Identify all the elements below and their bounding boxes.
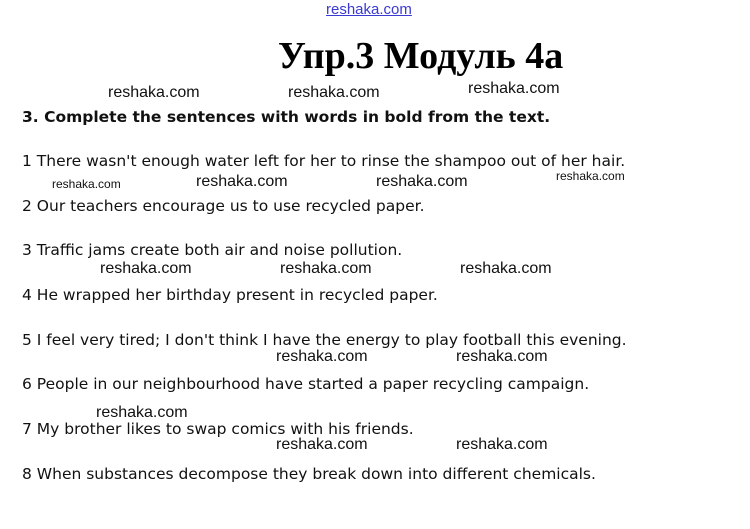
watermark-text: reshaka.com bbox=[456, 436, 548, 453]
watermark-text: reshaka.com bbox=[468, 80, 560, 97]
sentence-6: 6 People in our neighbourhood have started a paper recycling campaign. bbox=[22, 375, 590, 393]
sentence-2: 2 Our teachers encourage us to use recycled paper. bbox=[22, 197, 425, 215]
sentence-3: 3 Traffic jams create both air and noise pollution. bbox=[22, 241, 403, 259]
watermark-text: reshaka.com bbox=[376, 173, 468, 190]
watermark-text: reshaka.com bbox=[456, 348, 548, 365]
watermark-text: reshaka.com bbox=[100, 260, 192, 277]
watermark-text: reshaka.com bbox=[460, 260, 552, 277]
watermark-text: reshaka.com bbox=[276, 348, 368, 365]
watermark-text: reshaka.com bbox=[108, 84, 200, 101]
watermark-text: reshaka.com bbox=[556, 169, 625, 183]
watermark-text: reshaka.com bbox=[196, 173, 288, 190]
watermark-text: reshaka.com bbox=[276, 436, 368, 453]
watermark-text: reshaka.com bbox=[96, 404, 188, 421]
sentence-7: 7 My brother likes to swap comics with his friends. bbox=[22, 420, 414, 438]
page-title: Упр.3 Модуль 4а bbox=[278, 35, 564, 77]
site-link[interactable]: reshaka.com bbox=[326, 1, 412, 18]
watermark-text: reshaka.com bbox=[288, 84, 380, 101]
sentence-8: 8 When substances decompose they break down into different chemicals. bbox=[22, 465, 596, 483]
exercise-instruction: 3. Complete the sentences with words in bold from the text. bbox=[22, 108, 551, 126]
watermark-text: reshaka.com bbox=[52, 177, 121, 191]
watermark-text: reshaka.com bbox=[280, 260, 372, 277]
sentence-4: 4 He wrapped her birthday present in recycled paper. bbox=[22, 286, 438, 304]
sentence-5: 5 I feel very tired; I don't think I have the energy to play football this evening. bbox=[22, 331, 627, 349]
sentence-1: 1 There wasn't enough water left for her to rinse the shampoo out of her hair. bbox=[22, 152, 626, 170]
